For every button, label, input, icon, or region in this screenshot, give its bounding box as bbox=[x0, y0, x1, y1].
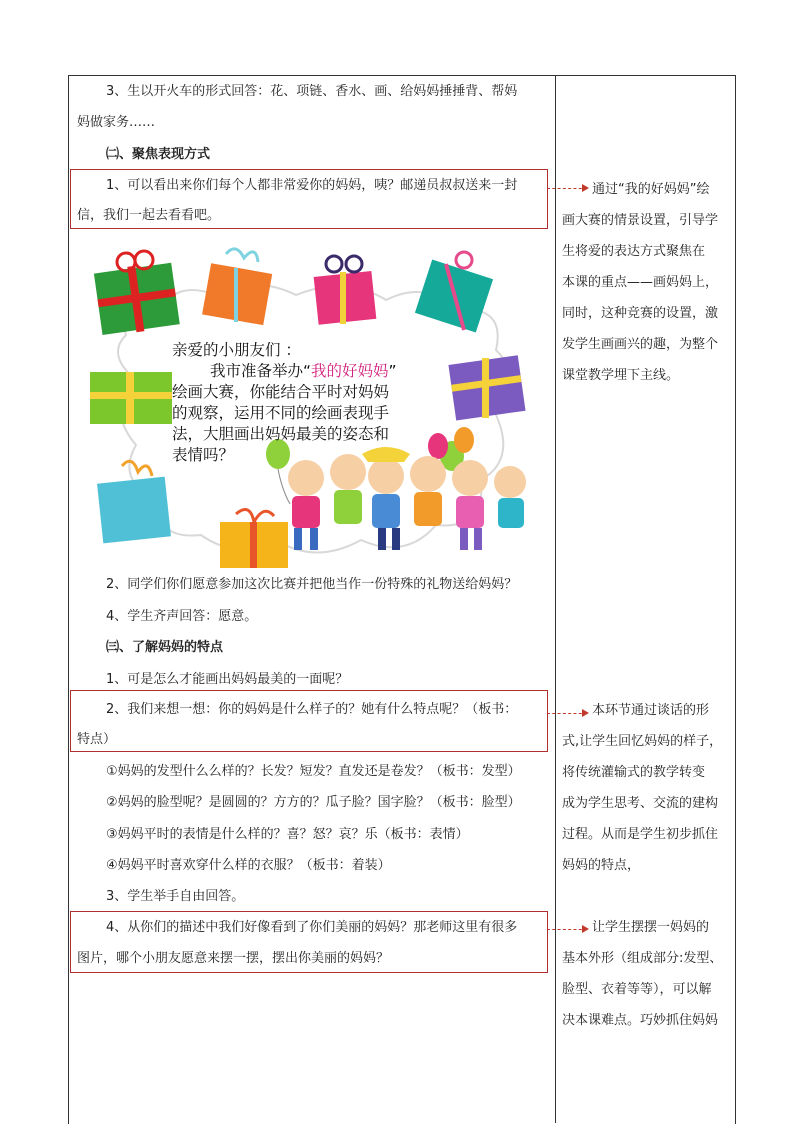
question-item: ③妈妈平时的表情是什么样的？喜？怒？哀？乐（板书：表情） bbox=[106, 827, 469, 842]
question-item: ④妈妈平时喜欢穿什么样的衣服？（板书：着装） bbox=[106, 858, 391, 873]
para-line: 特点） bbox=[77, 732, 117, 747]
contest-poster-illustration bbox=[86, 240, 542, 572]
section-heading-3: ㈢、了解妈妈的特点 bbox=[106, 640, 224, 655]
poster-line: 我市准备举办“我的好妈妈” bbox=[210, 362, 397, 380]
para-line: 图片，哪个小朋友愿意来摆一摆，摆出你美丽的妈妈？ bbox=[77, 951, 390, 966]
poster-line: 表情吗？ bbox=[172, 446, 235, 464]
para-line: 4、从你们的描述中我们好像看到了你们美丽的妈妈？那老师这里有很多 bbox=[106, 920, 518, 935]
para-line: 3、学生举手自由回答。 bbox=[106, 889, 245, 904]
gift-icon bbox=[90, 372, 172, 424]
side-note-1: 通过“我的好妈妈”绘 画大赛的情景设置，引导学 生将爱的表达方式聚焦在 本课的重点——画妈妈上， 同时，这种竞赛的设置，激 发学生画画兴的趣，为整个 课堂教学埋下主线。 bbox=[562, 182, 719, 383]
gift-icon bbox=[202, 249, 272, 325]
para-line: 2、同学们你们愿意参加这次比赛并把他当作一份特殊的礼物送给妈妈？ bbox=[106, 577, 518, 592]
para-line: 信，我们一起去看看吧。 bbox=[77, 208, 221, 223]
column-divider bbox=[555, 75, 556, 1123]
para-line: 4、学生齐声回答：愿意。 bbox=[106, 609, 258, 624]
gift-icon bbox=[94, 251, 180, 335]
gift-icon bbox=[314, 256, 377, 325]
contest-name: 我的好妈妈 bbox=[311, 362, 389, 380]
section-heading-2: ㈡、聚焦表现方式 bbox=[106, 147, 211, 162]
poster-line: 法，大胆画出妈妈最美的姿态和 bbox=[172, 425, 390, 443]
poster-greeting: 亲爱的小朋友们 ： bbox=[172, 341, 301, 359]
gift-icon bbox=[448, 355, 525, 420]
question-item: ①妈妈的发型什么么样的？长发？短发？直发还是卷发？（板书：发型） bbox=[106, 764, 521, 779]
poster-line: 的观察，运用不同的绘画表现手 bbox=[172, 404, 390, 422]
para-line: 3、生以开火车的形式回答：花、项链、香水、画、给妈妈捶捶背、帮妈 bbox=[106, 84, 518, 99]
side-note-2: 本环节通过谈话的形 式,让学生回忆妈妈的样子， 将传统灌输式的教学转变 成为学生思考、交流的建构 过程。从而是学生初步抓住 妈妈的特点， bbox=[562, 703, 723, 873]
para-line: 1、可以看出来你们每个人都非常爱你的妈妈，咦？邮递员叔叔送来一封 bbox=[106, 178, 518, 193]
question-item: ②妈妈的脸型呢？是圆圆的？方方的？瓜子脸？国字脸？（板书：脸型） bbox=[106, 795, 521, 810]
para-line: 妈做家务…… bbox=[77, 115, 156, 130]
poster-line: 绘画大赛，你能结合平时对妈妈 bbox=[172, 383, 390, 401]
para-line: 1、可是怎么才能画出妈妈最美的一面呢？ bbox=[106, 672, 349, 687]
side-note-3: 让学生摆摆一妈妈的 基本外形（组成部分:发型、 脸型、衣着等等），可以解 决本课难点。巧妙抓住妈妈 bbox=[562, 920, 723, 1028]
para-line: 2、我们来想一想：你的妈妈是什么样子的？她有什么特点呢？（板书： bbox=[106, 702, 518, 717]
